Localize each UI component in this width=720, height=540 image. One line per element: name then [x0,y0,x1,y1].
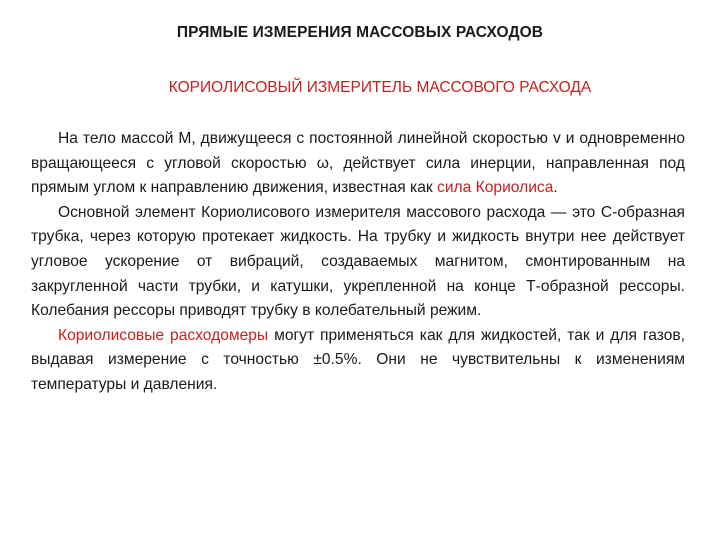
coriolis-flowmeters-term: Кориолисовые расходомеры [58,326,269,344]
coriolis-force-term: сила Кориолиса [437,179,554,197]
paragraph-flowmeters [31,324,685,398]
section-subtitle: КОРИОЛИСОВЫЙ ИЗМЕРИТЕЛЬ МАССОВОГО РАСХОДА [168,79,592,96]
paragraph1-text: На тело массой М, движущееся с постоянной линейной скоростью v и одновременно вращающееся с угловой скоростью ω, действует сила инерции, направленная под прямым углом к направлению движения, известная как [31,130,685,197]
paragraph3-text: могут применяться как для жидкостей, так и для газов, выдавая измерение с точностью ±0.5%. Они не чувствительны к изменениям температуры и давления. [31,326,685,393]
paragraph-main-element: Основной элемент Кориолисового измерителя массового расхода — это С-образная трубка, через которую протекает жидкость. На трубку и жидкость внутри нее действует угловое ускорение от вибраций, создаваемых магнитом, смонтированным на закругленной части трубки, и катушки, укрепленной на конце Т-образной рессоры. Колебания рессоры приводят трубку в колебательный режим. [31,203,685,320]
page-title: ПРЯМЫЕ ИЗМЕРЕНИЯ МАССОВЫХ РАСХОДОВ [176,24,544,41]
paragraph-coriolis-force [31,127,685,201]
paragraph1-end: . [553,179,558,197]
body-text [31,127,685,398]
